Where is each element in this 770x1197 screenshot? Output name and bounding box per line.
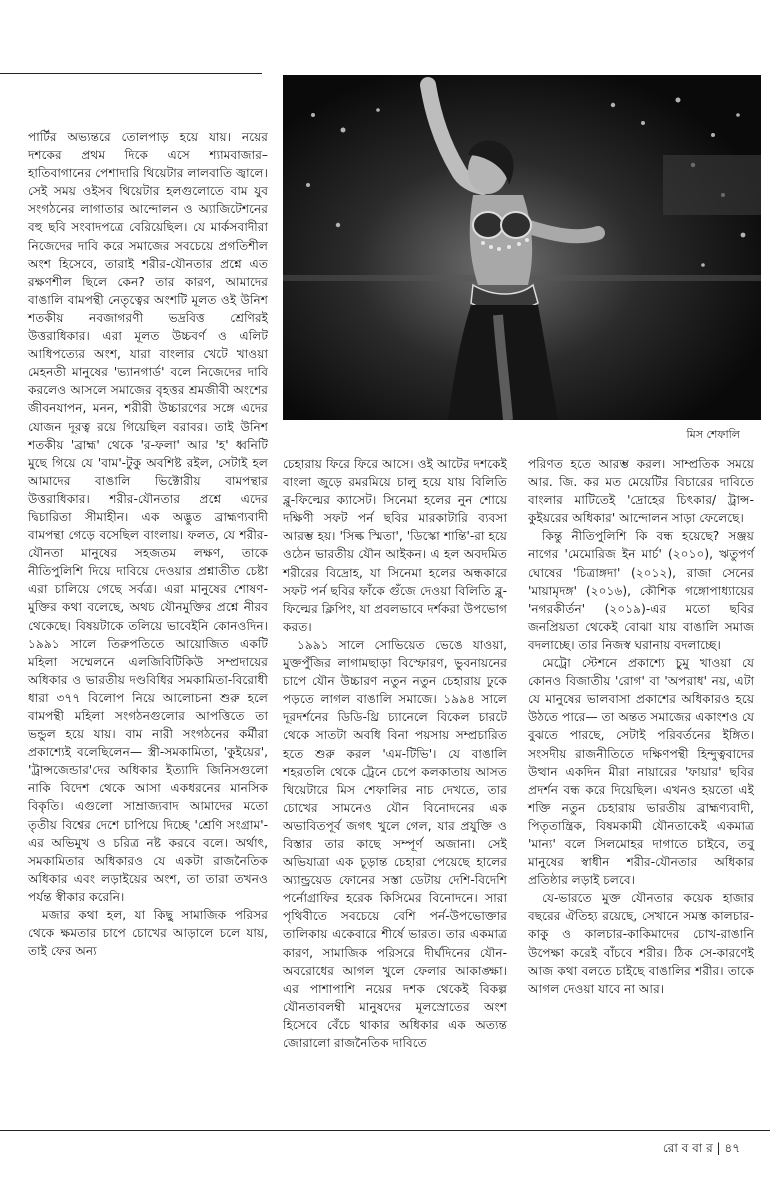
photo-caption: মিস শেফালি xyxy=(686,428,740,441)
page-footer xyxy=(663,1140,740,1160)
paragraph: পরিণত হতে আরম্ভ করল। সাম্প্রতিক সময়ে আর. জি. কর মত মেয়েটির বিচারের দাবিতে বাংলার মাটিতেই 'দ্রোহের চিৎকার/ ট্রান্স-কুইয়রের অধিকার' আন্দোলন সাড়া ফেলেছে। xyxy=(528,457,754,526)
article-column-1 xyxy=(28,128,268,960)
paragraph: চেহারায় ফিরে ফিরে আসে। ওই আটের দশকেই বাংলা জুড়ে রমরমিয়ে চালু হয়ে যায় বিলিতি ব্লু-ফিল্মের ক্যাসেট। সিনেমা হলের নুন শোয়ে দক্ষিণী সফট পর্ন ছবির মারকাটারি ব্যবসা আরম্ভ হয়। 'সিল্ক স্মিতা', 'ডিস্কো শান্তি'-রা হয়ে ওঠেন ভারতীয় যৌন আইকন। এ হল অবদমিত শরীরের বিদ্রোহ, যা সিনেমা হলের অন্ধকারে সফট পর্ন ছবির ফাঁকে গুঁজে দেওয়া বিলিতি ব্লু-ফিল্মের ক্লিপিং, যা প্রবলভাবে দর্শকরা উপভোগ করত। xyxy=(283,457,507,634)
article-column-3 xyxy=(528,455,754,998)
bottom-rule xyxy=(0,1130,770,1131)
dancer-photo-illustration xyxy=(283,75,761,420)
paragraph: যে-ভারতে মুক্ত যৌনতার কয়েক হাজার বছরের ঐতিহ্য রয়েছে, সেখানে সমস্ত কালচার-কাকু ও কালচার-কাকিমাদের চোখ-রাঙানি উপেক্ষা করেই বাঁচবে শরীর। ঠিক সে-কারণেই আজ কথা বলতে চাইছে বাঙালির শরীর। তাকে আগল দেওয়া যাবে না আর। xyxy=(528,891,754,996)
paragraph: ১৯৯১ সালে সোভিয়েত ভেঙে যাওয়া, মুক্তপুঁজির লাগামছাড়া বিস্ফোরণ, ভুবনায়নের চাপে যৌন উচ্চারণ নতুন নতুন চেহারায় ঢুকে পড়তে লাগল বাঙালি সমাজে। ১৯৯৪ সালে দূরদর্শনের ডিডি-থ্রি চ্যানেলে বিকেল চারটে থেকে সাতটা অবধি বিনা পয়সায় সম্প্রচারিত হতে শুরু করল 'এম-টিভি'। যে বাঙালি শহরতলি থেকে ট্রেনে চেপে কলকাতায় আসত থিয়েটারে মিস শেফালির নাচ দেখতে, তার চোখের সামনেও যৌন বিনোদনের এক অভাবিতপূর্ব জগৎ খুলে গেল, যার প্রযুক্তি ও বিস্তার তার কাছে সম্পূর্ণ অজানা। সেই অভিযাত্রা এক চূড়ান্ত চেহারা পেয়েছে হালের অ্যান্ড্রয়েড ফোনের সস্তা ডেটায় দেশি-বিদেশি পর্নোগ্রাফির হরেক কিসিমের বিনোদনে। সারা পৃথিবীতে সবচেয়ে বেশি পর্ন-উপভোক্তার তালিকায় একেবারে শীর্ষে ভারত। তার একমাত্র কারণ, সামাজিক পরিসরে দীর্ঘদিনের যৌন-অবরোধের আগল খুলে ফেলার আকাঙ্ক্ষা। এর পাশাপাশি নয়ের দশক থেকেই বিকল্প যৌনতাবলম্বী মানুষদের মূলস্রোতের অংশ হিসেবে বেঁচে থাকার অধিকার এক অত্যন্ত জোরালো রাজনৈতিক দাবিতে xyxy=(283,637,507,1050)
top-rule xyxy=(0,73,262,74)
magazine-name: রো ব বা র xyxy=(662,1141,713,1155)
paragraph: মজার কথা হল, যা কিছু সামাজিক পরিসর থেকে ক্ষমতার চাপে চোখের আড়ালে চলে যায়, তাই ফের অন্য xyxy=(28,908,268,959)
dancer-photo xyxy=(283,75,761,420)
paragraph: কিন্তু নীতিপুলিশি কি বন্ধ হয়েছে? সঞ্জয় নাগের 'মেমোরিজ ইন মার্চ' (২০১০), ঋতুপর্ণ ঘোষের 'চিত্রাঙ্গদা' (২০১২), রাজা সেনের 'মায়ামৃদঙ্গ' (২০১৬), কৌশিক গঙ্গোপাধ্যায়ের 'নগরকীর্তন' (২০১৯)-এর মতো ছবির জনপ্রিয়তা থেকেই বোঝা যায় বাঙালি সমাজ বদলাচ্ছে। তার নিজস্ব ঘরানায় বদলাচ্ছে। xyxy=(528,529,754,652)
page-number: ৪৭ xyxy=(724,1141,740,1155)
paragraph: মেট্রো স্টেশনে প্রকাশ্যে চুমু খাওয়া যে কোনও বিজাতীয় 'রোগ' বা 'অপরাধ' নয়, এটা যে মানুষের ভালবাসা প্রকাশের অধিকারও হয়ে উঠতে পারে— তা অন্তত সমাজের একাংশও যে বুঝতে পারছে, সেটাই পরিবর্তনের ইঙ্গিত। সংসদীয় রাজনীতিতে দক্ষিণপন্থী হিন্দুত্ববাদের উত্থান একদিন মীরা নায়ারের 'ফায়ার' ছবির প্রদর্শন বন্ধ করে দিয়েছিল। এখনও হয়তো এই শক্তি নতুন চেহারায় ভারতীয় ব্রাহ্মণ্যবাদী, পিতৃতান্ত্রিক, বিষমকামী যৌনতাকেই একমাত্র 'মান্য' বলে সিলমোহর দাগাতে চাইবে, তবু মানুষের স্বাধীন শরীর-যৌনতার অধিকার প্রতিষ্ঠার লড়াই চলবে। xyxy=(528,656,754,888)
article-column-2 xyxy=(283,455,507,1052)
footer-separator: | xyxy=(716,1141,721,1155)
paragraph: পার্টির অভ্যন্তরে তোলপাড় হয়ে যায়। নয়ের দশকের প্রথম দিকে এসে শ্যামবাজার–হাতিবাগানের পেশাদারি থিয়েটার লালবাতি জ্বালে। সেই সময় ওইসব থিয়েটার হলগুলোতে বাম যুব সংগঠনের লাগাতার আন্দোলন ও অ্যাজিটেশনের বহু ছবি সংবাদপত্রে বেরিয়েছিল। যে মার্কসবাদীরা নিজেদের দাবি করে সমাজের সবচেয়ে প্রগতিশীল অংশ হিসেবে, তারাই শরীর-যৌনতার প্রশ্নে এত রক্ষণশীল ছিলে কেন? তার কারণ, আমাদের বাঙালি বামপন্থী নেতৃত্বের অংশটি মূলত ওই উনিশ শতকীয় নবজাগরণী ভদ্রবিত্ত শ্রেণিরই উত্তরাধিকার। এরা মূলত উচ্চবর্ণ ও এলিট আধিপত্যের অংশ, যারা বাংলার খেটে খাওয়া মেহনতী মানুষের 'ভ্যানগার্ড' বলে নিজেদের দাবি করলেও আসলে সমাজের বৃহত্তর শ্রমজীবী অংশের জীবনযাপন, মনন, শরীরী উচ্চারণের সঙ্গে এদের যোজন দূরত্ব রয়ে গিয়েছিল বরাবর। তাই উনিশ শতকীয় 'ব্রাহ্ম' থেকে 'র-ফলা' আর 'হ' ধ্বনিটি মুছে গিয়ে যে 'বাম'-টুকু অবশিষ্ট রইল, সেটাই হল আমাদের বাঙালি ভিক্টোরীয় বামপন্থার উত্তরাধিকার। শরীর-যৌনতার প্রশ্নে এদের দ্বিচারিতা সীমাহীন। এক অদ্ভুত ব্রাহ্মণ্যবাদী বামপন্থা গেড়ে বসেছিল বাংলায়। ফলত, যে শরীর-যৌনতা মানুষের সহজতম লক্ষণ, তাকে নীতিপুলিশি দিয়ে দাবিয়ে দেওয়ার প্রশ্নাতীত চেষ্টা এরা চালিয়ে গেছে সর্বত্র। এরা মানুষের শোষণ-মুক্তির কথা বলেছে, অথচ যৌনমুক্তির প্রশ্নে নীরব থেকেছে। বিষয়টাকে তলিয়ে ভাবেইনি কোনওদিন। ১৯৯১ সালে তিরুপতিতে আয়োজিত একটি মহিলা সম্মেলনে এলজিবিটিকিউ সম্প্রদায়ের অধিকার ও ভারতীয় দণ্ডবিধির সমকামিতা-বিরোধী ধারা ৩৭৭ বিলোপ নিয়ে আলোচনা শুরু হলে বামপন্থী মহিলা সংগঠনগুলোর আপত্তিতে তা ভন্ডুল হয়ে যায়। বাম নারী সংগঠনের কর্মীরা প্রকাশ্যেই বলেছিলেন— স্ত্রী-সমকামিতা, 'কুইয়ের', 'ট্রান্সজেন্ডার'দের অধিকার ইত্যাদি জিনিসগুলো নাকি বিদেশ থেকে আসা একধরনের মানসিক বিকৃতি। এগুলো সাম্রাজ্যবাদ আমাদের মতো তৃতীয় বিশ্বের দেশে চাপিয়ে দিচ্ছে 'শ্রেণি সংগ্রাম'-এর অভিমুখ ও চরিত্র নষ্ট করবে বলে। অর্থাৎ, সমকামিতার অধিকারও যে একটা রাজনৈতিক অধিকার এবং লড়াইয়ের অংশ, তা তারা তখনও পর্যন্ত স্বীকার করেনি। xyxy=(28,130,268,904)
